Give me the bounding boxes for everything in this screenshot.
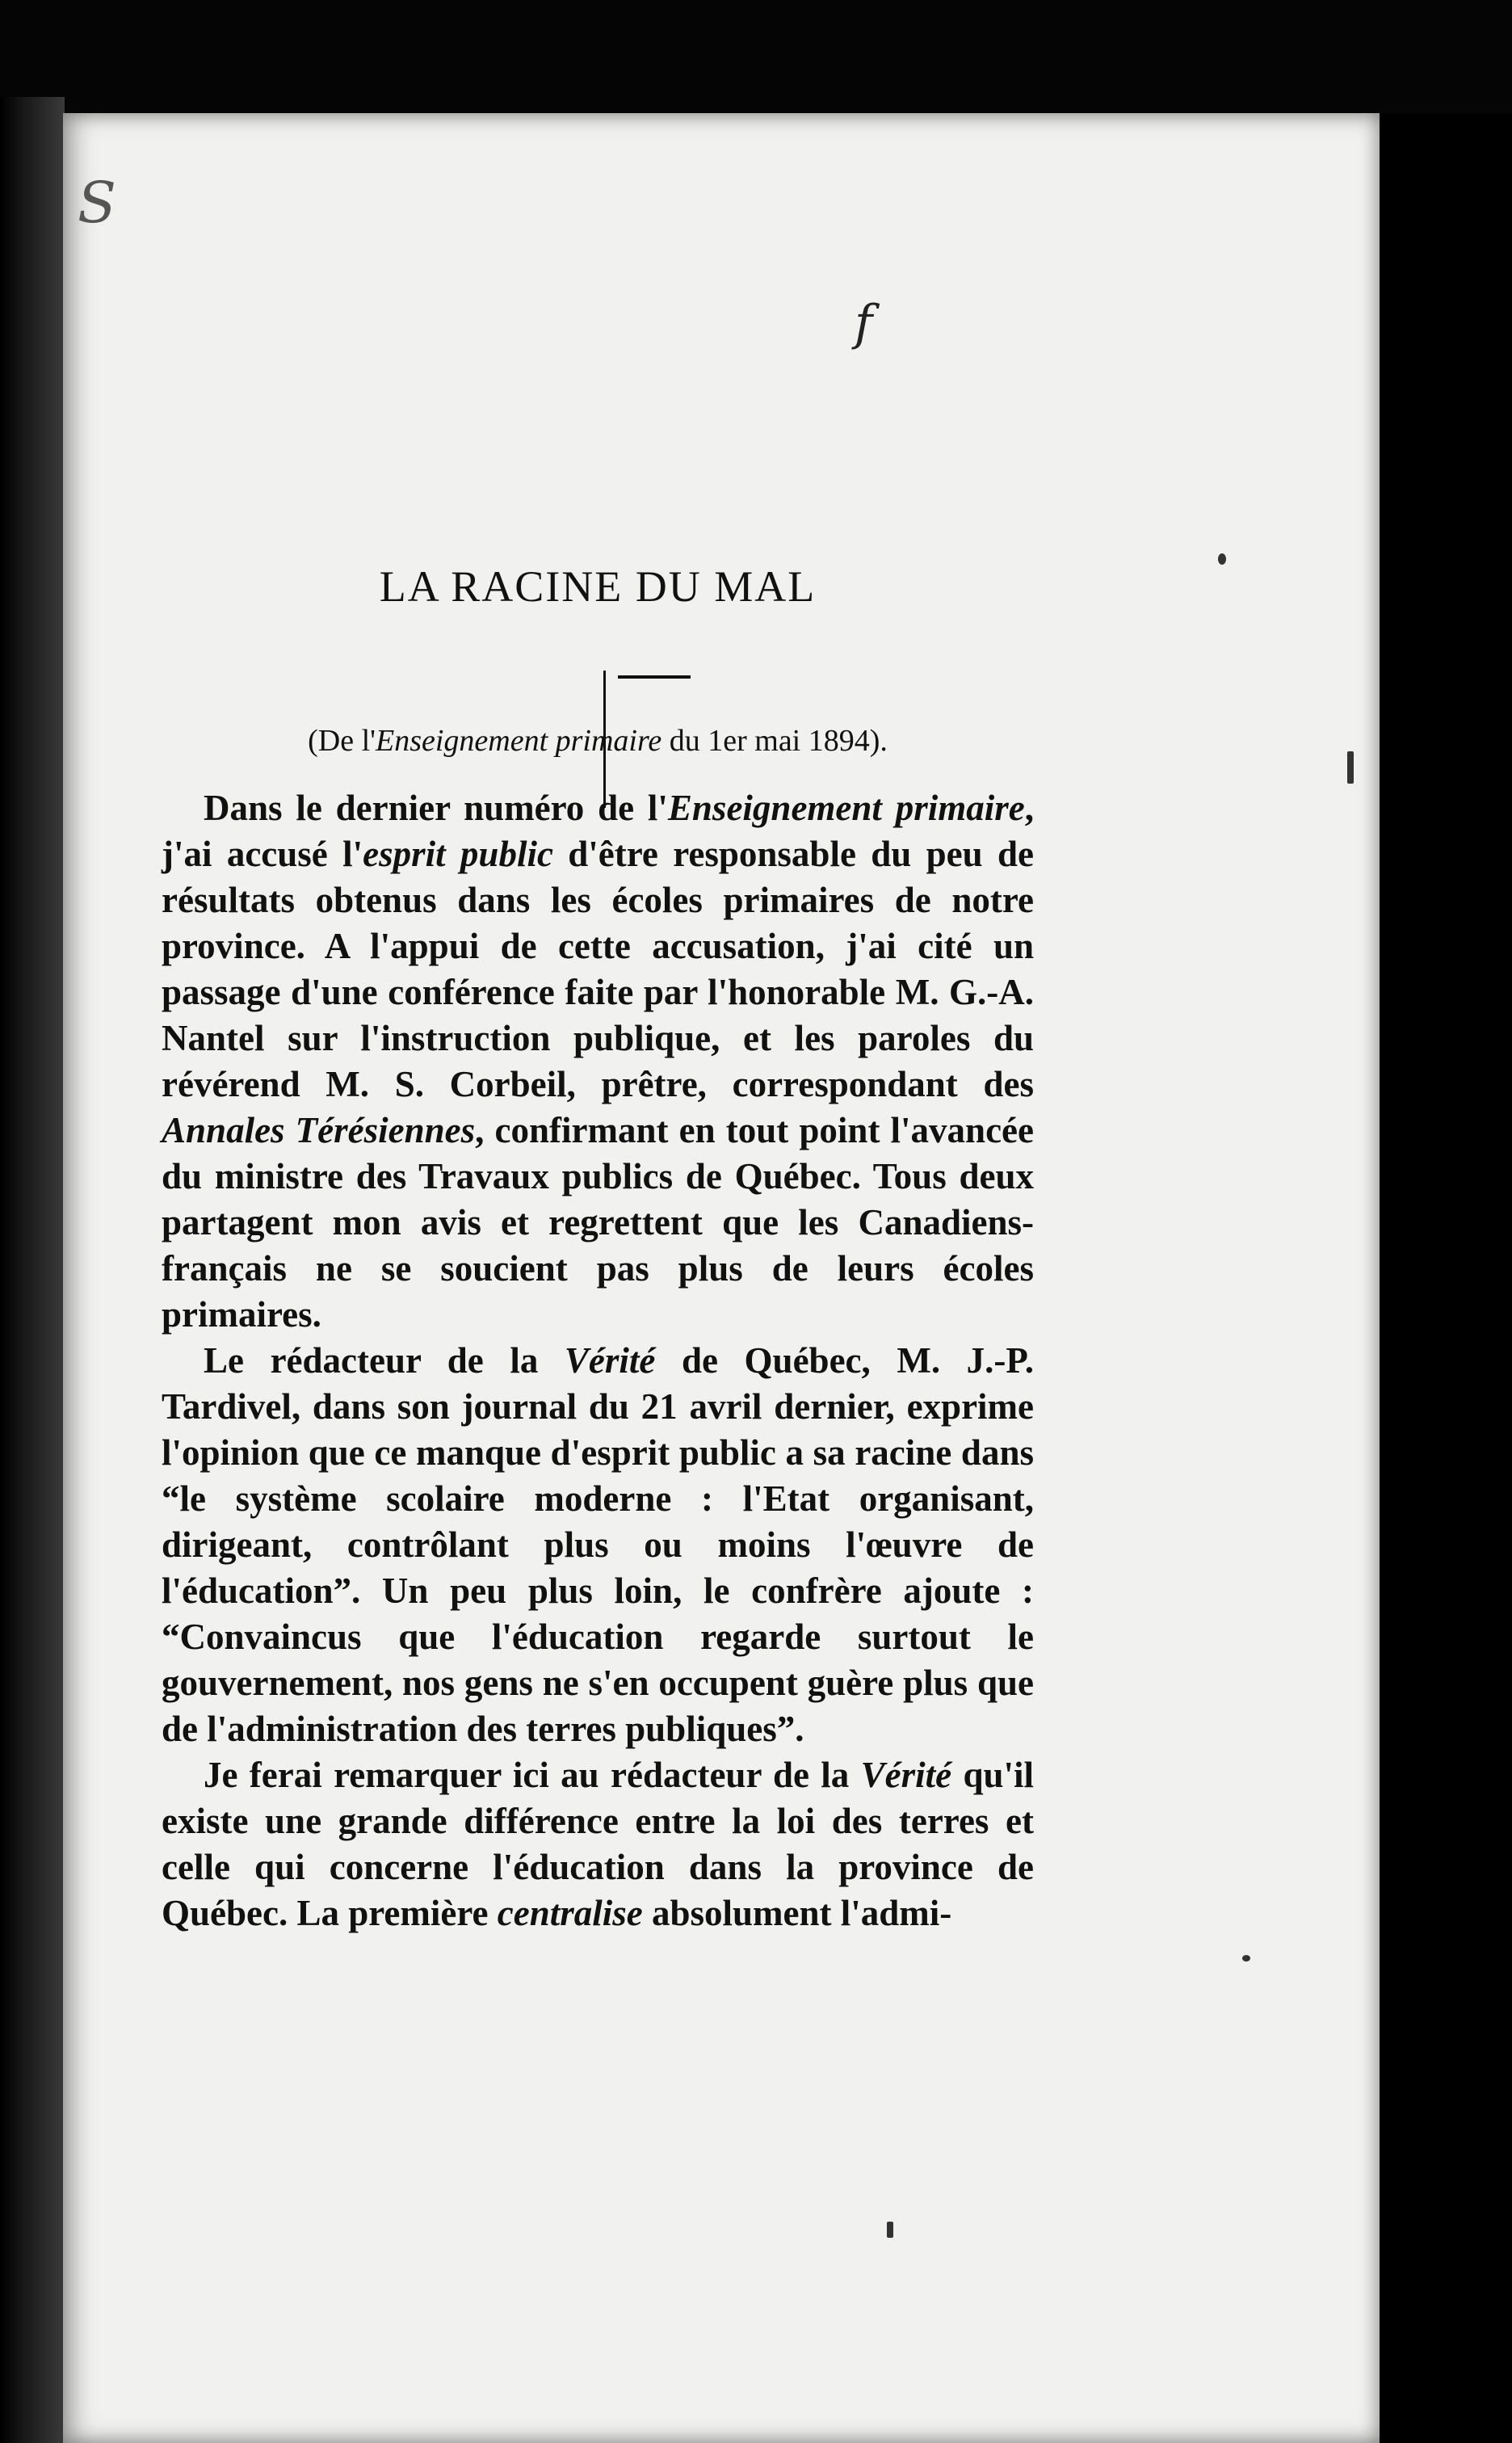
- italic-run: centralise: [497, 1893, 643, 1933]
- italic-run: Annales Térésiennes: [162, 1110, 476, 1150]
- text-run: de Québec, M. J.-P. Tardivel, dans son journal du 21 avril dernier, exprime l'opinion que ce manque d'esprit public a sa racine dans “le système scolaire moderne : l'Etat organisant, dirigeant, contrôlant plus ou moins l'œuvre de l'éducation”. Un peu plus loin, le confrère ajoute : “Convaincus que l'éducation regarde surtout le gouvernement, nos gens ne s'en occupent guère plus que de l'administration des terres publiques”.: [162, 1340, 1034, 1749]
- italic-run: Enseignement primaire: [667, 788, 1025, 828]
- text-run: absolument l'admi-: [642, 1893, 952, 1933]
- article-title: LA RACINE DU MAL: [379, 562, 817, 611]
- italic-run: Vérité: [564, 1340, 656, 1381]
- book-page: [63, 113, 1380, 2443]
- ink-speck: [1347, 751, 1354, 784]
- text-run: Je ferai remarquer ici au rédacteur de la: [204, 1755, 861, 1795]
- book-binding-edge: [0, 97, 65, 2443]
- source-publication: Enseignement primaire: [375, 724, 662, 758]
- text-run: d'être responsable du peu de résultats obtenus dans les écoles primaires de notre province. A l'appui de cette accusation, j'ai cité un passage d'une conférence faite par l'honorable M. G.-A. Nantel sur l'instruction publique, et les paroles du révérend M. S. Corbeil, prêtre, correspondant des: [162, 834, 1034, 1104]
- margin-mark-f: f: [855, 295, 873, 351]
- text-run: Le rédacteur de la: [204, 1340, 565, 1381]
- italic-run: Vérité: [860, 1755, 952, 1795]
- paragraph-2: [162, 1338, 1034, 1752]
- ink-speck: [1242, 1955, 1250, 1962]
- ink-speck: [1218, 553, 1226, 565]
- paragraph-1: [162, 785, 1034, 1338]
- article-source: [162, 723, 1034, 759]
- text-run: qu'il existe une grande différence entre la loi des terres et celle qui concerne l'éducation dans la province de Québec. La première: [162, 1755, 1035, 1933]
- scan-right-margin: [1380, 113, 1512, 2443]
- paragraph-3: [162, 1752, 1034, 1936]
- source-prefix: (De l': [308, 724, 376, 758]
- margin-mark-s: S: [78, 170, 116, 236]
- text-run: , j'ai accusé l': [162, 788, 1034, 874]
- italic-run: esprit public: [363, 834, 553, 874]
- text-run: Dans le dernier numéro de l': [204, 788, 668, 828]
- ink-speck: [887, 2222, 893, 2238]
- article-body: [162, 785, 1034, 1936]
- text-run: , confirmant en tout point l'avancée du ministre des Travaux publics de Québec. Tous deux partagent mon avis et regrettent que les Canadiens-français ne se soucient pas plus de leurs écoles primaires.: [162, 1110, 1035, 1335]
- source-suffix: du 1er mai 1894).: [662, 724, 888, 758]
